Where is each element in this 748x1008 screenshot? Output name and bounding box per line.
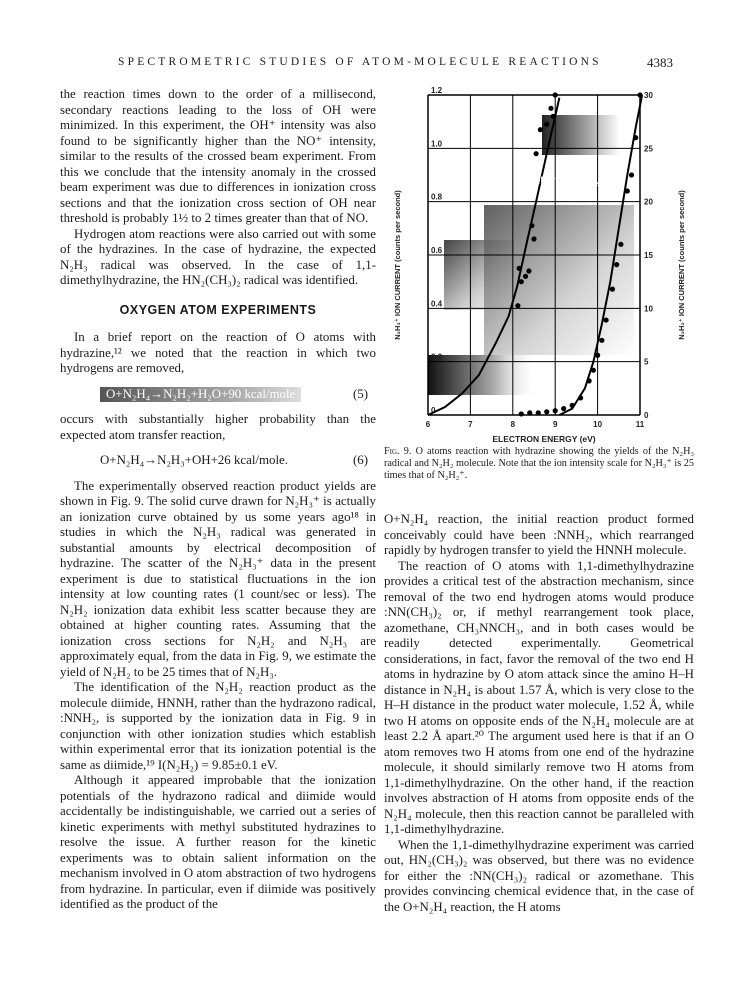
y-tick-label-right: 15 bbox=[644, 251, 653, 260]
y-tick-label-right: 0 bbox=[644, 411, 649, 420]
y-tick-label-right: 5 bbox=[644, 357, 649, 367]
y-tick-label-left: 1.2 bbox=[431, 86, 443, 95]
data-point-n2h3 bbox=[519, 279, 524, 284]
data-point-n2h2 bbox=[519, 411, 524, 416]
paragraph: The reaction of O atoms with 1,1-dimethylhydrazine provides a critical test of the abstraction mechanism, since removal of the two end hydrogen atoms would produce :NN(CH₃)₂ or, if methyl rearrangement took place, azomethane, CH₃NNCH₃, and in both cases would be readily detected experimentally. Geometrical considerations, in fact, favor the removal of the two end H atoms in hydrazine by O atom attack since the amino H–H distance in N₂H₄ is about 1.57 Å, which is very close to the H–H distance in the product water molecule, 1.52 Å, while two H atoms on opposite ends of the N₂H₄ molecule are at least 2.2 Å apart.²⁰ The argument used here is that if an O atom removes two H atoms from one end of the hydrazine molecule, it should similarly remove two H atoms from 1,1-dimethylhydrazine. On the other hand, if the reaction involves abstraction of H atoms from opposite ends of the N₂H₄ molecule, then this reaction cannot be paralleled with 1,1-dimethylhydrazine. bbox=[384, 558, 694, 836]
data-point-n2h2 bbox=[629, 172, 634, 177]
series-label-n2h2: N₂H₂⁺ bbox=[588, 177, 614, 187]
caption-label: Fig. 9. bbox=[384, 446, 412, 457]
paragraph: occurs with substantially higher probability than the expected atom transfer reaction, bbox=[60, 412, 376, 442]
equation-6 bbox=[60, 453, 376, 469]
paragraph: The identification of the N₂H₂ reaction product as the molecule diimide, HNNH, rather than the hydrazono radical, :NNH₂, is supported by the ionization data in Fig. 9 in conjunction with other ionization studies which establish within experimental error that its ionization potential is the same as diimide,¹⁹ I(N₂H₂) = 9.85±0.1 eV. bbox=[60, 680, 376, 772]
data-point-n2h2 bbox=[618, 242, 623, 247]
paragraph: The experimentally observed reaction product yields are shown in Fig. 9. The solid curve drawn for N₂H₃⁺ is actually an ionization curve obtained by us some years ago¹⁸ in studies in which the N₂H₃ radical was generated in substantial amounts by electrical decomposition of hydrazine. The scatter of the N₂H₃⁺ data in the present experiment is due to statistical fluctuations in the ion intensity at low counting rates (1 count/sec or less). The N₂H₂ ionization data exhibit less scatter because they are obtained at higher counting rates. Assuming that the ionization cross sections for N₂H₂ and N₂H₃ are approximately equal, from the data in Fig. 9, we estimate the yield of N₂H₂ to be 25 times that of N₂H₃. bbox=[60, 478, 376, 679]
running-head: SPECTROMETRIC STUDIES OF ATOM-MOLECULE REACTIONS bbox=[118, 56, 602, 68]
equation-number: (6) bbox=[352, 453, 368, 467]
paragraph: When the 1,1-dimethylhydrazine experiment was carried out, HN₂(CH₃)₂ was observed, but there was no evidence for either the :NN(CH₃)₂ radical or azomethane. This provides convincing chemical evidence that, in the case of the O+N₂H₄ reaction, the H atoms bbox=[384, 837, 694, 914]
equation-5 bbox=[60, 387, 376, 403]
y-tick-label-right: 10 bbox=[644, 304, 653, 314]
data-point-n2h2 bbox=[544, 409, 549, 414]
x-tick-label: 8 bbox=[510, 420, 516, 429]
shading-block bbox=[428, 352, 538, 395]
x-tick-label: 7 bbox=[468, 420, 473, 429]
data-point-n2h3 bbox=[538, 127, 543, 132]
data-point-n2h3 bbox=[548, 106, 553, 111]
data-point-n2h3 bbox=[544, 122, 549, 127]
caption-text: O atoms reaction with hydrazine showing the yields of the N₂H₃ radical and N₂H₂ molecule. Note that the ion intensity scale for N₂H₃⁺ is 25 times that of N₂H₂⁺. bbox=[384, 446, 694, 481]
left-column bbox=[60, 87, 376, 913]
x-tick-label: 6 bbox=[425, 420, 431, 429]
data-point-n2h3 bbox=[531, 236, 536, 241]
data-point-n2h3 bbox=[534, 151, 539, 156]
page-number: 4383 bbox=[647, 55, 673, 70]
data-point-n2h2 bbox=[625, 188, 630, 193]
data-point-n2h3 bbox=[526, 268, 531, 273]
data-point-n2h2 bbox=[561, 406, 566, 411]
data-point-n2h2 bbox=[603, 317, 608, 322]
x-tick-label: 10 bbox=[593, 420, 603, 429]
equation-text: O+N₂H₄→N₂H₃+OH+26 kcal/mole. bbox=[100, 453, 289, 467]
x-axis-label: ELECTRON ENERGY (eV) bbox=[492, 434, 596, 444]
equation-number: (5) bbox=[352, 386, 368, 401]
y-tick-label-right: 25 bbox=[644, 144, 653, 154]
data-point-n2h3 bbox=[517, 266, 522, 271]
data-point-n2h2 bbox=[578, 395, 583, 400]
data-point-n2h2 bbox=[614, 262, 619, 267]
data-point-n2h2 bbox=[587, 378, 592, 383]
right-column bbox=[384, 512, 694, 915]
x-tick-label: 11 bbox=[635, 420, 645, 429]
data-point-n2h3 bbox=[523, 274, 528, 279]
paragraph: O+N₂H₄ reaction, the initial reaction product formed conceivably could have been :NNH₂, which rearranged rapidly by hydrogen transfer to yield the HNNH molecule. bbox=[384, 512, 694, 557]
data-point-n2h2 bbox=[610, 287, 615, 292]
y-tick-label-left: 1.0 bbox=[431, 139, 443, 149]
y-tick-label-left: 0 bbox=[431, 406, 436, 415]
data-point-n2h2 bbox=[553, 408, 558, 413]
data-point-n2h3 bbox=[529, 223, 534, 228]
data-point-n2h2 bbox=[536, 410, 541, 415]
paragraph: Hydrogen atom reactions were also carried out with some of the hydrazines. In the case of hydrazine, the expected N₂H₃ radical was observed. In the case of 1,1-dimethylhydrazine, the HN₂(CH₃)₂ radical was identified. bbox=[60, 226, 376, 287]
data-point-n2h2 bbox=[595, 353, 600, 358]
y-axis-label-left: N₂H₃⁺ ION CURRENT (counts per second) bbox=[393, 190, 402, 340]
data-point-n2h2 bbox=[570, 403, 575, 408]
series-label-n2h3: N₂H₃⁺ bbox=[530, 175, 556, 185]
y-tick-label-right: 30 bbox=[644, 91, 653, 100]
paragraph: Although it appeared improbable that the ionization potentials of the hydrazono radical and diimide would accidentally be indistinguishable, we carried out a series of kinetic experiments with methyl substituted hydrazines to resolve the issue. A further reason for the kinetic experiments was to obtain salient information on the mechanism involved in O atom abstraction of two hydrogens from hydrazine. In particular, even if diimide was positively identified as the product of the bbox=[60, 773, 376, 911]
y-tick-label-left: 0.2 bbox=[431, 352, 443, 362]
paragraph: In a brief report on the reaction of O atoms with hydrazine,¹² we noted that the reaction in which two hydrogens are removed, bbox=[60, 330, 376, 375]
figure-9 bbox=[384, 85, 704, 485]
data-point-n2h2 bbox=[637, 92, 642, 97]
data-point-n2h3 bbox=[553, 92, 558, 97]
figure-caption bbox=[384, 446, 694, 482]
data-point-n2h2 bbox=[591, 368, 596, 373]
chart bbox=[384, 85, 704, 445]
paragraph: the reaction times down to the order of a millisecond, secondary reactions leading to the loss of OH were minimized. In this experiment, the OH⁺ intensity was also found to be significantly higher than the NO⁺ intensity, similar to the results of the crossed beam experiment. From this we conclude that the intensity anomaly in the crossed beam experiment was due to differences in ionization cross sections and that the ionization cross section of OH near threshold is probably 1½ to 2 times greater than that of NO. bbox=[60, 87, 376, 225]
y-axis-label-right: N₂H₂⁺ ION CURRENT (counts per second) bbox=[677, 190, 686, 340]
x-tick-label: 9 bbox=[552, 420, 558, 429]
data-point-n2h2 bbox=[633, 135, 638, 140]
y-tick-label-left: 0.4 bbox=[431, 299, 443, 309]
y-tick-label-left: 0.6 bbox=[431, 246, 443, 255]
equation-text: O+N₂H₄→N₂H₂+H₂O+90 kcal/mole bbox=[100, 387, 301, 403]
data-point-n2h2 bbox=[527, 410, 532, 415]
data-point-n2h3 bbox=[515, 303, 520, 308]
y-tick-label-left: 0.8 bbox=[431, 192, 443, 202]
data-point-n2h2 bbox=[599, 338, 604, 343]
section-title: OXYGEN ATOM EXPERIMENTS bbox=[119, 302, 317, 317]
data-point-n2h3 bbox=[550, 114, 555, 119]
y-tick-label-right: 20 bbox=[644, 197, 653, 207]
